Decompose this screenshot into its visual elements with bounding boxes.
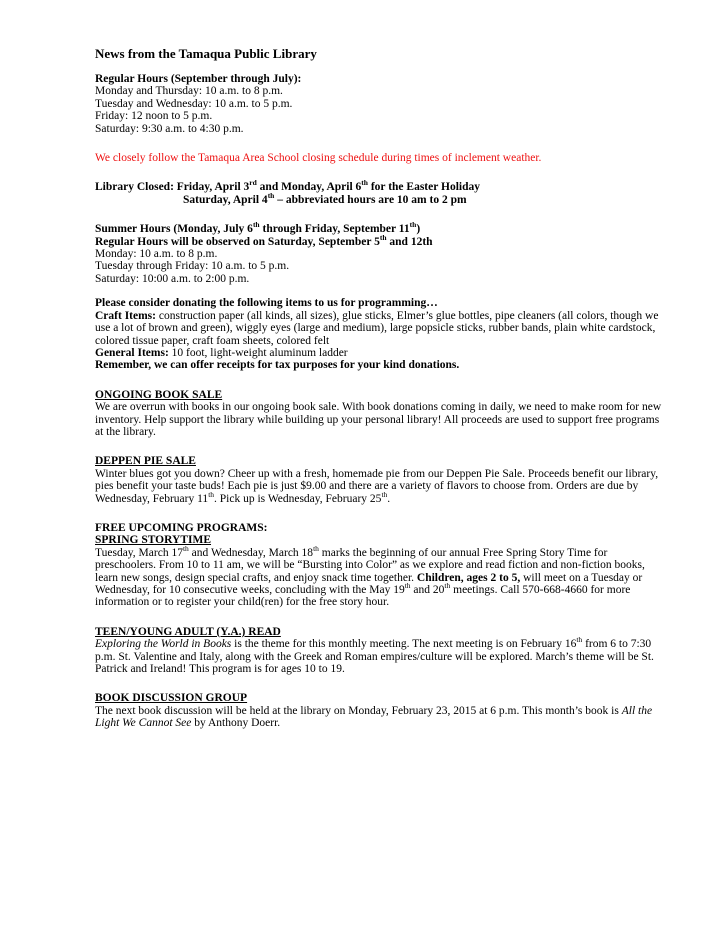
text-segment: 10 foot, light-weight aluminum ladder <box>168 346 348 359</box>
text-segment: rd <box>249 178 257 188</box>
text-segment: Regular Hours will be observed on Saturday, September 5 <box>95 235 380 248</box>
text-segment: and 12th <box>386 235 433 248</box>
teen-read-para <box>95 635 663 676</box>
regular-hours-heading <box>95 73 663 85</box>
text-segment: th <box>379 232 387 242</box>
text-segment: Winter blues got you down? Cheer up with a fresh, homemade pie from our Deppen Pie Sale. Proceeds benefit our library, pies benefit your taste buds! Each pie is just $9.00 and there are a variety of flavors to choose from. Orders are due by Wednesday, February 11 <box>95 467 659 505</box>
text-segment: Craft Items: <box>95 309 156 322</box>
regular-hours-tue-wed <box>95 98 663 110</box>
text-segment: Tuesday, March 17 <box>95 546 183 559</box>
document-body <box>95 46 663 730</box>
text-segment: by Anthony Doerr. <box>191 717 281 730</box>
text-segment: meetings. Call 570-668-4660 for more information or to register your child(ren) for the free story hour. <box>95 584 631 609</box>
text-segment: Please consider donating the following items to us for programming… <box>95 297 438 310</box>
text-segment: for the Easter Holiday <box>367 181 480 194</box>
text-segment: Regular Hours (September through July): <box>95 73 302 85</box>
text-segment: Tuesday through Friday: 10 a.m. to 5 p.m. <box>95 260 290 273</box>
donation-receipts-note <box>95 359 663 371</box>
library-closed-line-1 <box>95 178 663 194</box>
text-segment: Monday: 10 a.m. to 8 p.m. <box>95 248 218 261</box>
text-segment: th <box>208 489 215 499</box>
library-closed-line-2 <box>95 191 663 206</box>
text-segment: th <box>182 543 189 553</box>
text-segment: – abbreviated hours are 10 am to 2 pm <box>274 193 467 206</box>
text-segment: Library Closed: Friday, April 3 <box>95 181 250 194</box>
pie-sale-para <box>95 468 663 505</box>
regular-hours-sat <box>95 123 663 135</box>
text-segment: th <box>404 581 411 591</box>
text-segment: . Pick up is Wednesday, February 25 <box>214 492 382 505</box>
text-segment: DEPPEN PIE SALE <box>95 455 196 468</box>
text-segment: th <box>313 543 319 553</box>
text-segment: marks the beginning of our annual Free Spring Story Time for preschoolers. From 10 to 11 am, we will be “Bursting into Color” as we explore and read fiction and non-fiction books, learn new songs, design special crafts, and enjoy snack time together. <box>95 546 645 584</box>
text-segment: Remember, we can offer receipts for tax purposes for your kind donations. <box>95 359 460 372</box>
text-segment: Saturday, April 4 <box>183 193 268 206</box>
text-segment: We are overrun with books in our ongoing book sale. With book donations coming in daily, we need to make room for new inventory. Help support the library while building up your personal library! All proceeds are used to support free programs at the library. <box>95 401 662 438</box>
text-segment: Monday and Thursday: 10 a.m. to 8 p.m. <box>95 85 283 98</box>
text-segment: th <box>576 635 583 645</box>
donation-craft-items <box>95 310 663 347</box>
text-segment: ) <box>416 223 421 236</box>
text-segment: Friday: 12 noon to 5 p.m. <box>95 110 213 123</box>
book-sale-para <box>95 401 663 438</box>
weather-notice <box>95 152 663 164</box>
summer-hours-note <box>95 232 663 248</box>
text-segment: ONGOING BOOK SALE <box>95 388 223 401</box>
text-segment: Tuesday and Wednesday: 10 a.m. to 5 p.m. <box>95 97 293 110</box>
programs-heading <box>95 522 663 534</box>
text-segment: th <box>361 178 368 188</box>
text-segment: Saturday: 9:30 a.m. to 4:30 p.m. <box>95 122 244 135</box>
regular-hours-fri <box>95 110 663 122</box>
text-segment: BOOK DISCUSSION GROUP <box>95 692 248 705</box>
book-sale-heading <box>95 389 663 401</box>
text-segment: is the theme for this monthly meeting. The next meeting is on February 16 <box>231 638 577 651</box>
text-segment: General Items: <box>95 346 169 359</box>
text-segment: The next book discussion will be held at the library on Monday, February 23, 2015 at 6 p.m. This month’s book is <box>95 704 622 717</box>
storytime-para <box>95 543 663 609</box>
text-segment: We closely follow the Tamaqua Area School closing schedule during times of inclement weather. <box>95 152 542 165</box>
donation-heading <box>95 297 663 309</box>
text-segment: Children, ages 2 to 5, <box>416 571 521 584</box>
text-segment: th <box>444 581 451 591</box>
text-segment: SPRING STORYTIME <box>95 534 212 547</box>
storytime-heading <box>95 534 663 546</box>
text-segment: will meet on a Tuesday or Wednesday, for 10 consecutive weeks, concluding with the May 19 <box>95 571 643 596</box>
donation-general-items <box>95 347 663 359</box>
text-segment: and Monday, April 6 <box>256 181 362 194</box>
doc-title <box>95 46 663 61</box>
text-segment: News from the Tamaqua Public Library <box>95 46 317 61</box>
text-segment: th <box>381 489 388 499</box>
text-segment: . <box>387 492 391 505</box>
text-segment: FREE UPCOMING PROGRAMS: <box>95 521 268 534</box>
text-segment: th <box>409 220 417 230</box>
text-segment: from 6 to 7:30 p.m. St. Valentine and Italy, along with the Greek and Roman empires/culture will be explored. March’s theme will be St. Patrick and Ireland! This program is for ages 10 to 19. <box>95 638 654 676</box>
regular-hours-mon-thu <box>95 85 663 97</box>
text-segment: Saturday: 10:00 a.m. to 2:00 p.m. <box>95 272 250 285</box>
text-segment: TEEN/YOUNG ADULT (Y.A.) READ <box>95 625 281 638</box>
text-segment: and Wednesday, March 18 <box>188 546 314 559</box>
text-segment: Exploring the World in Books <box>95 638 232 651</box>
text-segment: construction paper (all kinds, all sizes), glue sticks, Elmer’s glue bottles, pipe cleaners (all colors, though we use a lot of brown and green), wiggly eyes (large and medium), large popsicle sticks, rubber bands, plain white cardstock, colored tissue paper, craft foam sheets, colored felt <box>95 309 659 347</box>
text-segment: and 20 <box>410 584 445 596</box>
pie-sale-heading <box>95 455 663 467</box>
text-segment: All the Light We Cannot See <box>95 704 653 730</box>
text-segment: Summer Hours (Monday, July 6 <box>95 223 253 236</box>
book-group-heading <box>95 692 663 704</box>
summer-hours-sat <box>95 273 663 285</box>
book-group-para <box>95 705 663 730</box>
text-segment: th <box>252 220 260 230</box>
text-segment: th <box>267 191 275 201</box>
text-segment: through Friday, September 11 <box>259 223 410 236</box>
summer-hours-mon <box>95 248 663 260</box>
summer-hours-tue-fri <box>95 260 663 272</box>
